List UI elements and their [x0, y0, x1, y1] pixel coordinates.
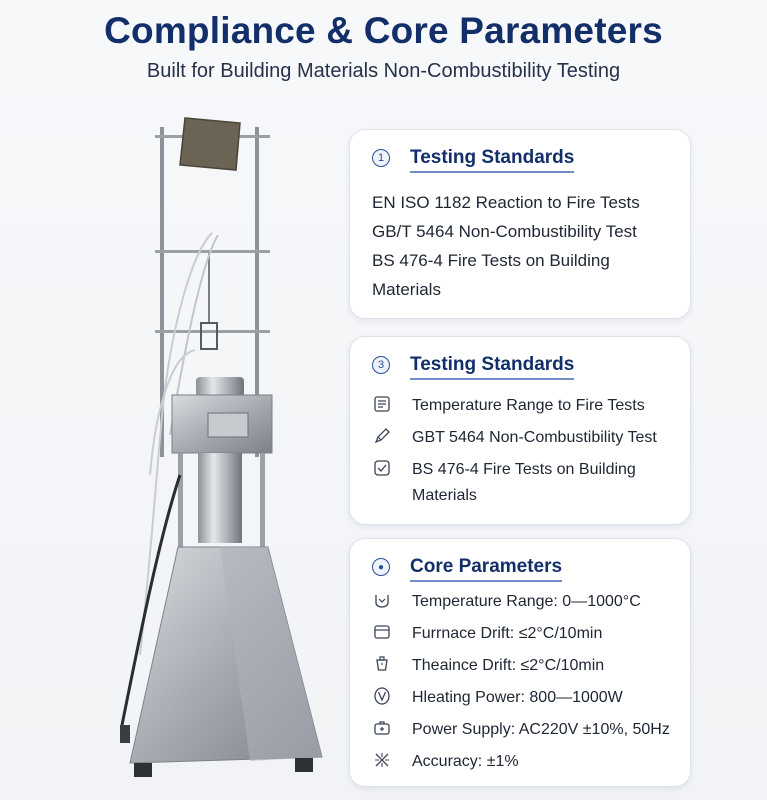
- card-title: Testing Standards: [410, 354, 575, 375]
- furnace-icon: [372, 622, 392, 642]
- list-item: Furrnace Drift: ≤2°C/10min: [372, 621, 682, 653]
- card-title: Core Parameters: [410, 556, 563, 577]
- standards-icon-list: [372, 393, 682, 509]
- standards-list: [372, 188, 677, 304]
- power-supply-icon: [372, 718, 392, 738]
- testing-standards-card-2: [349, 336, 691, 525]
- number-badge-icon: 3: [372, 356, 390, 374]
- list-item: BS 476-4 Fire Tests on Building Materials: [372, 251, 610, 299]
- list-item: Power Supply: AC220V ±10%, 50Hz: [372, 717, 682, 749]
- page-subtitle: Built for Building Materials Non-Combustibility Testing: [146, 60, 621, 82]
- parameters-list: [372, 589, 682, 781]
- list-item: BS 476-4 Fire Tests on Building Materials: [372, 457, 682, 509]
- test-apparatus-image: [100, 115, 340, 800]
- accuracy-icon: [372, 750, 392, 770]
- checklist-icon: [372, 394, 392, 414]
- list-item: GB/T 5464 Non-Combustibility Test: [372, 222, 637, 241]
- pen-icon: [372, 426, 392, 446]
- flame-icon: ●: [372, 558, 390, 576]
- crucible-icon: [372, 590, 392, 610]
- list-item: GBT 5464 Non-Combustibility Test: [372, 425, 682, 457]
- list-item: Temperature Range: 0—1000°C: [372, 589, 682, 621]
- card-title: Testing Standards: [410, 147, 575, 168]
- testing-standards-card-1: [349, 129, 691, 319]
- list-item: EN ISO 1182 Reaction to Fire Tests: [372, 193, 640, 212]
- list-item: Hleating Power: 800—1000W: [372, 685, 682, 717]
- list-item: Theaince Drift: ≤2°C/10min: [372, 653, 682, 685]
- beaker-icon: [372, 654, 392, 674]
- list-item: Accuracy: ±1%: [372, 749, 682, 781]
- checkbox-icon: [372, 458, 392, 478]
- voltage-icon: [372, 686, 392, 706]
- number-badge-icon: 1: [372, 149, 390, 167]
- core-parameters-card: [349, 538, 691, 787]
- page-title: Compliance & Core Parameters: [104, 10, 663, 51]
- list-item: Temperature Range to Fire Tests: [372, 393, 682, 425]
